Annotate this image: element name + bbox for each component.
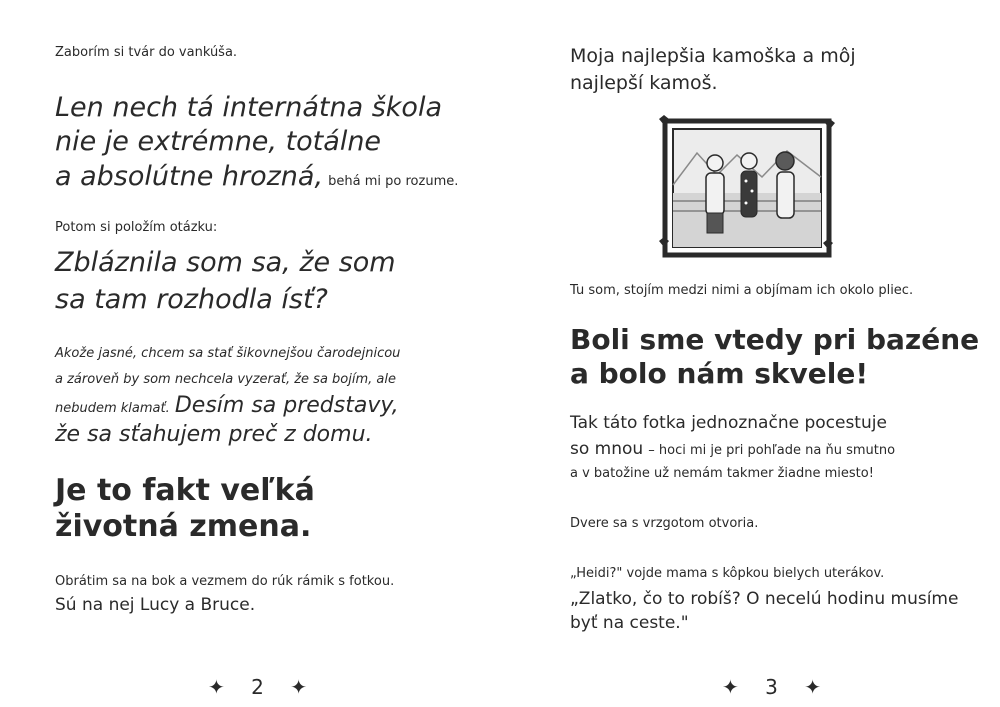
paragraph-3-line-1: Tak táto fotka jednoznačne pocestuje xyxy=(570,413,887,433)
photo-caption: Tu som, stojím medzi nimi a objímam ich okolo pliec. xyxy=(570,283,914,298)
paragraph-7-line-2: Sú na nej Lucy a Bruce. xyxy=(55,595,256,615)
paragraph-4: Dvere sa s vrzgotom otvoria. xyxy=(570,516,759,531)
paragraph-5-line-3-emphasis: Desím sa predstavy, xyxy=(174,393,399,418)
paragraph-2-line-2: a bolo nám skvele! xyxy=(570,357,869,390)
paragraph-2-tail: behá mi po rozume. xyxy=(328,174,459,189)
paragraph-5-line-2: „Zlatko, čo to robíš? O necelú hodinu musíme xyxy=(570,589,959,609)
paragraph-3-line-3: a v batožine už nemám takmer žiadne miesto! xyxy=(570,466,874,481)
paragraph-5-line-1: „Heidi?" vojde mama s kôpkou bielych uterákov. xyxy=(570,566,885,581)
paragraph-3-emphasis: so mnou xyxy=(570,439,644,459)
paragraph-3-line-2-rest: – hoci mi je pri pohľade na ňu smutno xyxy=(648,443,896,458)
paragraph-5-line-1: Akože jasné, chcem sa stať šikovnejšou čarodejnicou xyxy=(55,346,401,361)
heading-line-2: najlepší kamoš. xyxy=(570,72,718,94)
paragraph-2-line-1: Len nech tá internátna škola xyxy=(55,92,442,123)
paragraph-5-line-3 xyxy=(55,392,399,420)
paragraph-1: Zaborím si tvár do vankúša. xyxy=(55,45,238,60)
paragraph-3-line-2 xyxy=(570,439,895,460)
paragraph-2-line-3 xyxy=(55,160,458,193)
paragraph-5-line-2: a zároveň by som nechcela vyzerať, že sa bojím, ale xyxy=(55,372,396,387)
paragraph-7-line-1: Obrátim sa na bok a vezmem do rúk rámik s fotkou. xyxy=(55,574,395,589)
paragraph-4-line-2: sa tam rozhodla ísť? xyxy=(55,284,328,315)
paragraph-2-line-1: Boli sme vtedy pri bazéne xyxy=(570,323,980,356)
page-number: ✦ 2 ✦ xyxy=(208,675,317,699)
paragraph-5-line-3-start: nebudem klamať. xyxy=(55,401,170,416)
paragraph-2-emphasis: a absolútne hrozná, xyxy=(55,161,324,192)
heading-line-1: Moja najlepšia kamoška a môj xyxy=(570,45,856,67)
paragraph-4-line-1: Zbláznila som sa, že som xyxy=(55,247,396,278)
paragraph-5-line-4: že sa sťahujem preč z domu. xyxy=(55,422,373,447)
paragraph-6-line-2: životná zmena. xyxy=(55,509,312,544)
paragraph-2-line-2: nie je extrémne, totálne xyxy=(55,126,382,157)
paragraph-6-line-1: Je to fakt veľká xyxy=(55,473,315,508)
right-page xyxy=(500,0,1000,707)
framed-photo-icon xyxy=(657,115,837,263)
paragraph-3: Potom si položím otázku: xyxy=(55,220,218,235)
paragraph-5-line-3: byť na ceste." xyxy=(570,613,689,633)
page-number: ✦ 3 ✦ xyxy=(722,675,831,699)
